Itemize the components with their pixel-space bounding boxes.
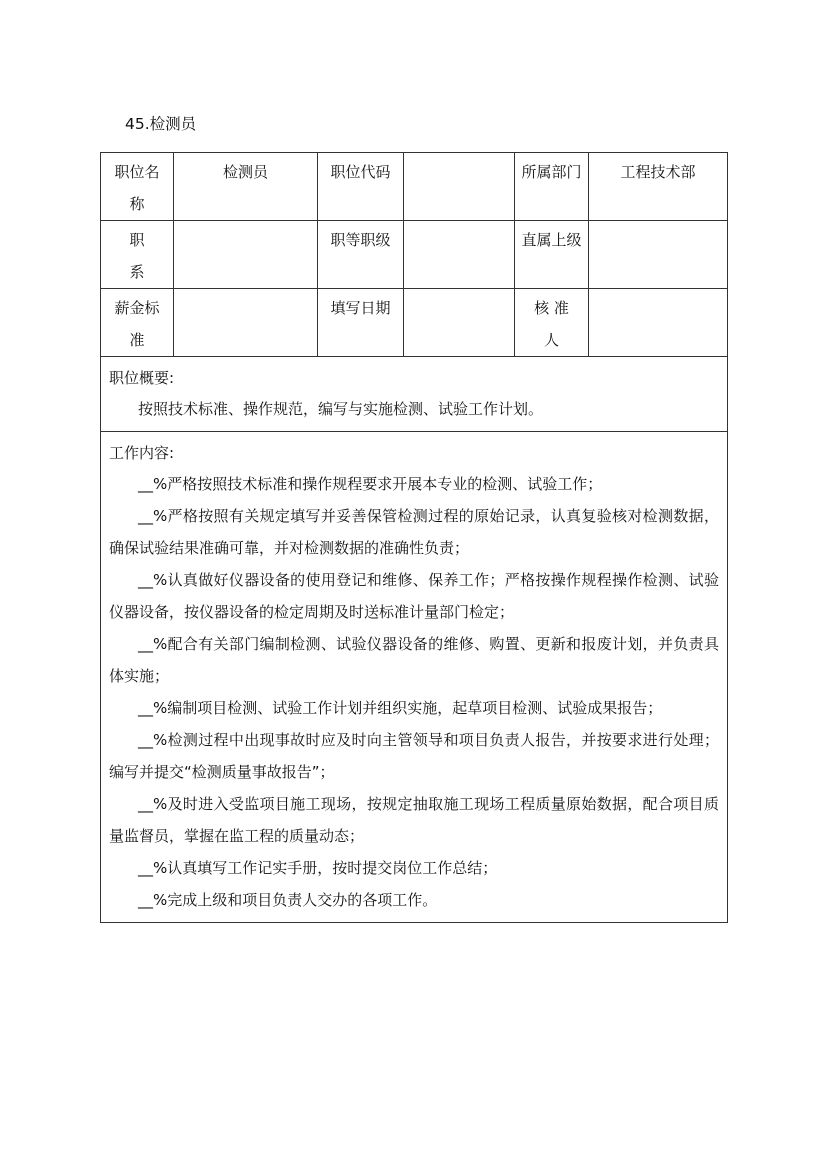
position-code-label: 职位代码 bbox=[318, 153, 404, 221]
salary-standard-value bbox=[174, 289, 318, 357]
duty-item: __%严格按照技术标准和操作规程要求开展本专业的检测、试验工作； bbox=[138, 475, 603, 493]
info-row-3 bbox=[101, 289, 728, 357]
supervisor-value bbox=[589, 221, 728, 289]
duty-item: __%认真填写工作记实手册，按时提交岗位工作总结； bbox=[138, 859, 498, 877]
salary-standard-label: 薪金标准 bbox=[101, 289, 174, 357]
position-code-value bbox=[404, 153, 515, 221]
duties-title: 工作内容: bbox=[109, 444, 175, 462]
duty-item: __%严格按照有关规定填写并妥善保管检测过程的原始记录，认真复验核对检测数据，确保试验结果准确可靠，并对检测数据的准确性负责； bbox=[109, 507, 719, 557]
duty-item: __%编制项目检测、试验工作计划并组织实施，起草项目检测、试验成果报告； bbox=[138, 699, 663, 717]
duties-row bbox=[101, 432, 728, 923]
fill-date-label: 填写日期 bbox=[318, 289, 404, 357]
info-row-2 bbox=[101, 221, 728, 289]
duty-item: __%检测过程中出现事故时应及时向主管领导和项目负责人报告，并按要求进行处理；编写并提交“检测质量事故报告”； bbox=[109, 731, 719, 781]
department-label: 所属部门 bbox=[515, 153, 589, 221]
job-family-label: 职 系 bbox=[101, 221, 174, 289]
summary-text: 按照技术标准、操作规范，编写与实施检测、试验工作计划。 bbox=[138, 400, 544, 418]
page-heading: 45.检测员 bbox=[125, 115, 197, 133]
duty-item: __%配合有关部门编制检测、试验仪器设备的维修、购置、更新和报废计划，并负责具体实施； bbox=[109, 635, 719, 685]
duty-item: __%完成上级和项目负责人交办的各项工作。 bbox=[138, 891, 438, 909]
duties-cell bbox=[101, 432, 728, 923]
summary-row bbox=[101, 357, 728, 432]
duty-item: __%认真做好仪器设备的使用登记和维修、保养工作；严格按操作规程操作检测、试验仪器设备，按仪器设备的检定周期及时送标准计量部门检定； bbox=[109, 571, 719, 621]
supervisor-label: 直属上级 bbox=[515, 221, 589, 289]
fill-date-value bbox=[404, 289, 515, 357]
department-value: 工程技术部 bbox=[589, 153, 728, 221]
approver-label: 核 准 人 bbox=[515, 289, 589, 357]
grade-value bbox=[404, 221, 515, 289]
summary-cell bbox=[101, 357, 728, 432]
info-row-1 bbox=[101, 153, 728, 221]
duty-item: __%及时进入受监项目施工现场，按规定抽取施工现场工程质量原始数据，配合项目质量监督员，掌握在监工程的质量动态； bbox=[109, 795, 719, 845]
job-description-table bbox=[100, 152, 728, 923]
summary-title: 职位概要: bbox=[109, 369, 175, 387]
position-name-label: 职位名称 bbox=[101, 153, 174, 221]
position-name-value: 检测员 bbox=[174, 153, 318, 221]
approver-value bbox=[589, 289, 728, 357]
grade-label: 职等职级 bbox=[318, 221, 404, 289]
job-family-value bbox=[174, 221, 318, 289]
